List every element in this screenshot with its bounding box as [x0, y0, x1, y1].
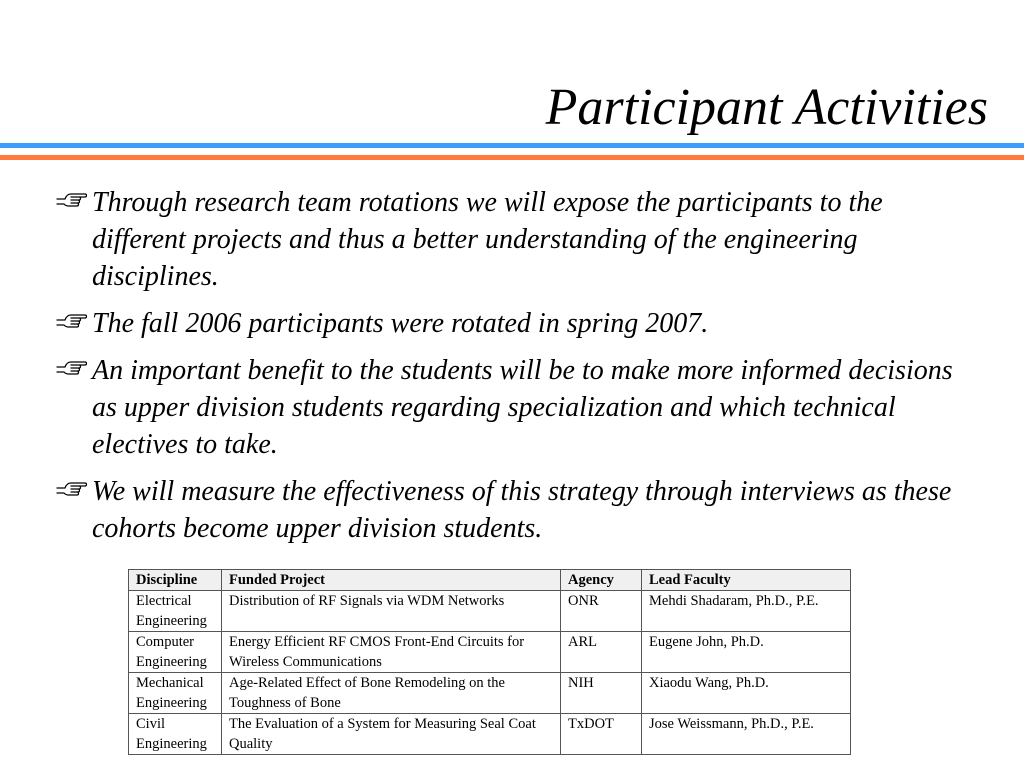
- bullet-text: We will measure the effectiveness of this strategy through interviews as these cohorts become upper division students.: [92, 476, 952, 544]
- cell-lead-faculty: Xiaodu Wang, Ph.D.: [642, 673, 851, 714]
- projects-table-container: [128, 569, 851, 755]
- cell-lead-faculty: Jose Weissmann, Ph.D., P.E.: [642, 714, 851, 755]
- cell-lead-faculty: Mehdi Shadaram, Ph.D., P.E.: [642, 591, 851, 632]
- bullet-list: [56, 184, 956, 557]
- cell-funded-project: Age-Related Effect of Bone Remodeling on the Toughness of Bone: [222, 673, 561, 714]
- slide-title: Participant Activities: [545, 79, 988, 136]
- table-row: [129, 632, 851, 673]
- cell-funded-project: Energy Efficient RF CMOS Front-End Circuits for Wireless Communications: [222, 632, 561, 673]
- pointing-hand-icon: [56, 358, 88, 380]
- title-rule-blue: [0, 143, 1024, 148]
- pointing-hand-icon: [56, 479, 88, 501]
- cell-agency: ONR: [561, 591, 642, 632]
- projects-table: [128, 569, 851, 755]
- cell-agency: TxDOT: [561, 714, 642, 755]
- table-row: [129, 673, 851, 714]
- cell-discipline: Civil Engineering: [129, 714, 222, 755]
- bullet-item: [56, 352, 956, 463]
- cell-discipline: Electrical Engineering: [129, 591, 222, 632]
- cell-discipline: Mechanical Engineering: [129, 673, 222, 714]
- table-row: [129, 591, 851, 632]
- header-funded-project: Funded Project: [222, 570, 561, 591]
- header-agency: Agency: [561, 570, 642, 591]
- header-lead-faculty: Lead Faculty: [642, 570, 851, 591]
- bullet-item: [56, 473, 956, 547]
- bullet-text: Through research team rotations we will expose the participants to the different projects and thus a better understanding of the engineering disciplines.: [92, 187, 883, 292]
- cell-funded-project: Distribution of RF Signals via WDM Networks: [222, 591, 561, 632]
- bullet-text: An important benefit to the students will be to make more informed decisions as upper division students regarding specialization and which technical electives to take.: [92, 355, 953, 460]
- bullet-item: [56, 184, 956, 295]
- table-row: [129, 714, 851, 755]
- table-header-row: [129, 570, 851, 591]
- cell-lead-faculty: Eugene John, Ph.D.: [642, 632, 851, 673]
- pointing-hand-icon: [56, 311, 88, 333]
- header-discipline: Discipline: [129, 570, 222, 591]
- bullet-item: [56, 305, 956, 342]
- bullet-text: The fall 2006 participants were rotated in spring 2007.: [92, 308, 709, 339]
- cell-funded-project: The Evaluation of a System for Measuring Seal Coat Quality: [222, 714, 561, 755]
- cell-agency: NIH: [561, 673, 642, 714]
- cell-agency: ARL: [561, 632, 642, 673]
- cell-discipline: Computer Engineering: [129, 632, 222, 673]
- title-rule-orange: [0, 155, 1024, 160]
- pointing-hand-icon: [56, 190, 88, 212]
